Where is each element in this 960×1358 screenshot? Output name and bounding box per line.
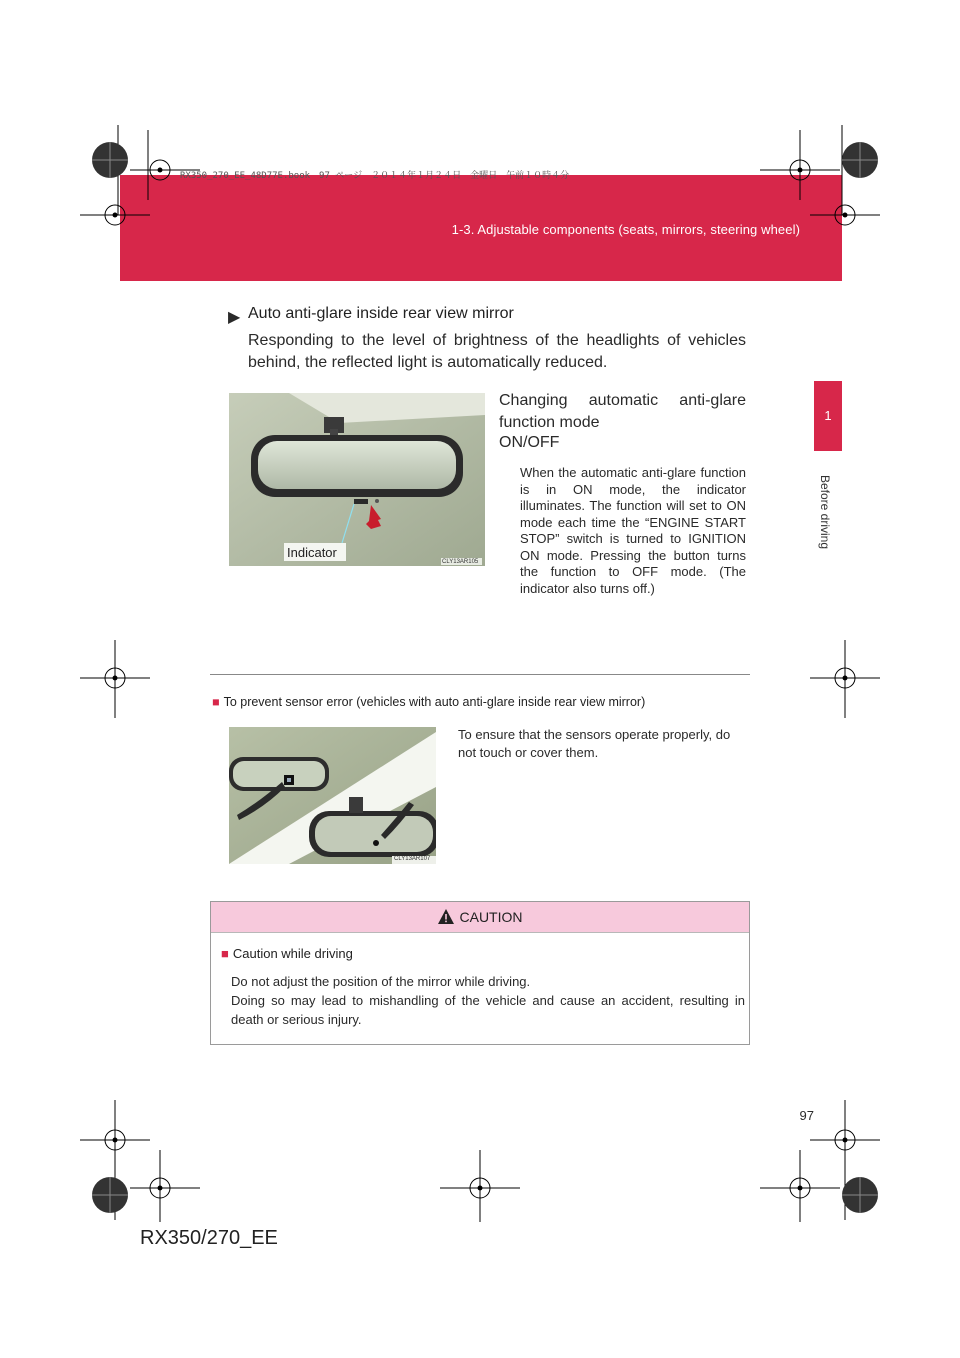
on-off-label: ON/OFF (499, 434, 560, 451)
note-text: To ensure that the sensors operate properly, do not touch or cover them. (458, 727, 731, 760)
caution-text-1: Do not adjust the position of the mirror while driving. (231, 974, 531, 989)
caution-label-text: CAUTION (459, 909, 523, 925)
page-number: 97 (799, 1108, 814, 1123)
square-bullet-icon: ■ (212, 695, 220, 709)
section-title: 1-3. Adjustable components (seats, mirrors, steering wheel) (451, 222, 800, 237)
figure2-code: CLY13AR107 (394, 856, 431, 862)
caution-subtitle-text: Caution while driving (232, 946, 353, 961)
warning-triangle-icon (438, 909, 454, 927)
section-divider (210, 674, 750, 675)
book-info: RX350_270_EE_48D77E.book 97 ページ ２０１４年１月２４日 金曜日 午前１０時４分 (180, 171, 570, 181)
note-title (212, 695, 645, 709)
indicator-label: Indicator (287, 545, 337, 560)
caution-header (211, 902, 749, 933)
bullet-triangle-icon: ▶ (228, 309, 241, 326)
header-band (120, 175, 842, 281)
mode-subheading: Changing automatic anti-glare function mode (499, 392, 746, 431)
chapter-number: 1 (814, 381, 842, 451)
chapter-label: Before driving (818, 474, 832, 550)
caution-label (211, 909, 749, 927)
caution-box (210, 901, 750, 1045)
mode-description: When the automatic anti-glare function is in ON mode, the indicator illuminates. The function will set to ON mode each time the “ENGINE START STOP” switch is turned to IGNITION ON mode. Pressing the button turns the function to OFF mode. (The indicator also turns off.) (520, 465, 746, 596)
caution-subtitle (221, 946, 353, 961)
note-title-text: To prevent sensor error (vehicles with auto anti-glare inside rear view mirror) (223, 695, 646, 709)
caution-text-2: Doing so may lead to mishandling of the vehicle and cause an accident, resulting in death or serious injury. (231, 993, 745, 1027)
bullet-title: Auto anti-glare inside rear view mirror (248, 305, 514, 322)
square-bullet-icon: ■ (221, 946, 229, 961)
intro-paragraph: Responding to the level of brightness of the headlights of vehicles behind, the reflected light is automatically reduced. (248, 332, 746, 371)
rear-view-mirror-photo (229, 393, 485, 566)
footer-model: RX350/270_EE (140, 1227, 278, 1249)
sensor-location-photo (229, 727, 436, 864)
figure1-code: CLY13AR105 (442, 559, 479, 565)
caution-text (231, 972, 745, 1029)
